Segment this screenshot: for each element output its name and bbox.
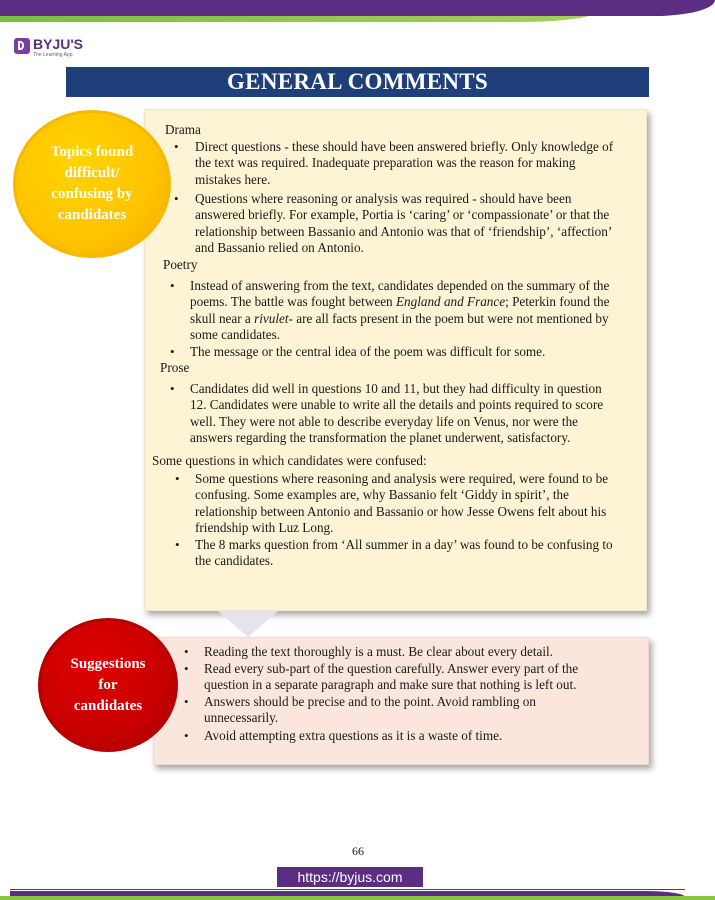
connector-arrow — [218, 611, 278, 637]
bullet-icon — [175, 537, 180, 553]
byjus-logo[interactable] — [14, 36, 83, 58]
suggestions-circle-line: candidates — [73, 697, 143, 714]
text-line: Some questions where reasoning and analysis were required, were found to be — [195, 471, 609, 486]
poetry-item-2: The message or the central idea of the poem was difficult for some. — [190, 344, 546, 359]
topics-circle-line: difficult/ — [64, 165, 120, 181]
text-line: Direct questions - these should have been answered briefly. Only knowledge of — [195, 139, 614, 154]
bullet-icon — [184, 694, 189, 710]
topics-circle-line: candidates — [57, 207, 127, 223]
text-line: Answers should be precise and to the point. Avoid rambling on — [204, 694, 536, 709]
text-line — [190, 311, 637, 327]
top-purple-band — [0, 0, 715, 16]
suggestion-item-2 — [204, 661, 624, 694]
text-line: relationship between Bassanio and Antonio was that of ‘friendship’, ‘affection’ — [195, 223, 613, 239]
bullet-icon — [170, 381, 175, 397]
confused-item-1 — [195, 471, 637, 537]
text-line: question in a separate paragraph and make sure that nothing is left out. — [204, 677, 577, 693]
text-line: the text was required. Inadequate preparation was the reason for making — [195, 155, 576, 171]
prose-heading: Prose — [160, 360, 190, 375]
text-line: unnecessarily. — [204, 710, 279, 726]
drama-item-1 — [195, 139, 637, 188]
bullet-icon — [170, 344, 175, 360]
confused-heading: Some questions in which candidates were confused: — [152, 453, 427, 468]
text-span: skull near a — [190, 310, 255, 326]
italic-span: England and France — [395, 294, 506, 310]
text-line — [190, 294, 637, 310]
text-line: the candidates. — [195, 553, 274, 569]
text-line: Questions where reasoning or analysis was required - should have been — [195, 191, 572, 206]
suggestions-circle-line: for — [98, 676, 118, 693]
topics-circle-line: confusing by — [51, 186, 133, 202]
confused-item-2 — [195, 537, 637, 570]
page-number: 66 — [352, 844, 364, 858]
bullet-icon — [175, 471, 180, 487]
text-line: and Bassanio relied on Antonio. — [195, 240, 364, 256]
text-span: ; Peterkin found the — [505, 294, 610, 310]
bullet-icon — [170, 278, 175, 294]
bottom-green-stripe — [0, 896, 715, 900]
suggestion-item-4: Avoid attempting extra questions as it is a waste of time. — [204, 728, 503, 743]
bullet-icon — [184, 661, 189, 677]
text-line: relationship between Antonio and Bassanio or how Jesse Owens felt about his — [195, 503, 607, 519]
byjus-url-link[interactable]: https://byjus.com — [277, 867, 423, 887]
suggestions-circle — [38, 618, 178, 752]
text-line: well. They were not able to describe everyday life on Venus, nor were the — [190, 413, 579, 429]
text-line: answers regarding the transformation the planet underwent, satisfactory. — [190, 430, 571, 446]
suggestion-item-3 — [204, 694, 624, 727]
poetry-heading: Poetry — [163, 257, 198, 272]
bullet-icon — [184, 644, 189, 660]
drama-item-2 — [195, 191, 637, 257]
text-line: The 8 marks question from ‘All summer in a day’ was found to be confusing to — [195, 537, 613, 552]
page-title: GENERAL COMMENTS — [66, 67, 649, 97]
brand-tagline: The Learning App — [33, 52, 73, 58]
topics-circle — [13, 110, 171, 258]
text-span: - are all facts present in the poem but were not mentioned by — [288, 310, 609, 326]
text-line: Read every sub-part of the question carefully. Answer every part of the — [204, 661, 579, 676]
bullet-icon — [174, 191, 179, 207]
text-line: 12. Candidates were unable to write all the details and points required to score — [190, 397, 604, 413]
text-line: Instead of answering from the text, candidates depended on the summary of the — [190, 278, 610, 293]
text-line: Candidates did well in questions 10 and 11, but they had difficulty in question — [190, 381, 602, 396]
bullet-icon — [184, 728, 189, 744]
bullet-icon — [174, 139, 179, 155]
suggestions-circle-line: Suggestions — [70, 655, 146, 672]
prose-item-1 — [190, 381, 637, 447]
bottom-divider — [10, 889, 685, 890]
text-span: poems. The battle was fought between — [190, 294, 396, 310]
poetry-item-1 — [190, 278, 637, 344]
text-line: confusing. Some examples are, why Bassanio felt ‘Giddy in spirit’, the — [195, 487, 569, 503]
text-line: friendship with Luz Long. — [195, 520, 334, 536]
brand-name: BYJU'S — [33, 36, 84, 52]
text-line: answered briefly. For example, Portia is ‘caring’ or ‘compassionate’ or that the — [195, 207, 610, 223]
topics-circle-line: Topics found — [50, 144, 134, 160]
drama-heading: Drama — [165, 122, 201, 137]
text-line: mistakes here. — [195, 171, 271, 187]
byjus-logo-icon — [14, 38, 30, 54]
italic-span: rivulet — [254, 310, 289, 326]
text-line: some candidates. — [190, 327, 281, 343]
suggestion-item-1: Reading the text thoroughly is a must. Be clear about every detail. — [204, 644, 554, 659]
